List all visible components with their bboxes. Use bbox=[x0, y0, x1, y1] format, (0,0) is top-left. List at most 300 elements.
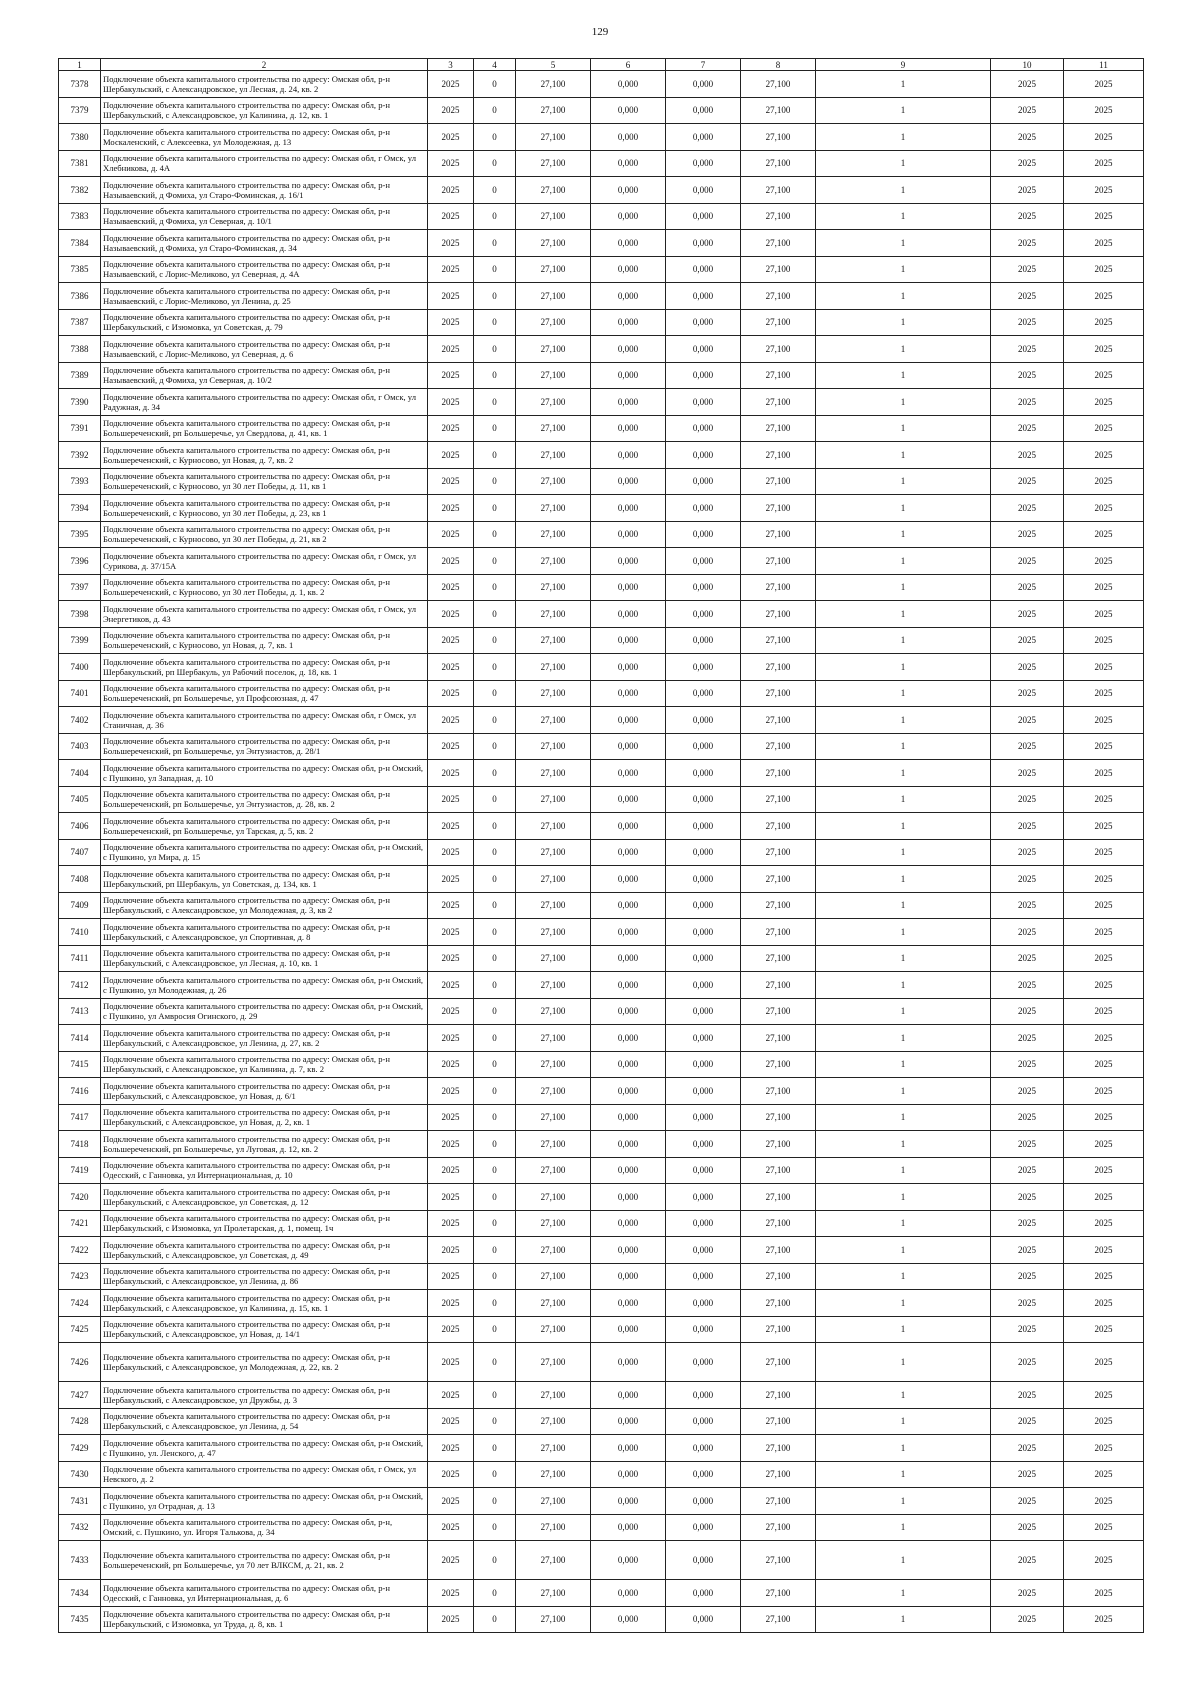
year-cell: 2025 bbox=[428, 256, 474, 283]
value-cell: 27,100 bbox=[741, 1343, 816, 1382]
value-cell: 27,100 bbox=[516, 892, 591, 919]
value-cell: 27,100 bbox=[516, 150, 591, 177]
year-cell: 2025 bbox=[1064, 336, 1144, 363]
year-cell: 2025 bbox=[991, 1343, 1064, 1382]
value-cell: 27,100 bbox=[741, 1051, 816, 1078]
value-cell: 27,100 bbox=[516, 1131, 591, 1158]
count-cell: 1 bbox=[816, 1514, 991, 1541]
count-cell: 1 bbox=[816, 283, 991, 310]
year-cell: 2025 bbox=[991, 1184, 1064, 1211]
year-cell: 2025 bbox=[1064, 1343, 1144, 1382]
description-cell: Подключение объекта капитального строительства по адресу: Омская обл, р-н Омский, с Пушкино, ул Отрадная, д. 13 bbox=[101, 1488, 428, 1515]
value-cell: 27,100 bbox=[741, 919, 816, 946]
year-cell: 2025 bbox=[991, 1025, 1064, 1052]
row-number-cell: 7427 bbox=[59, 1382, 101, 1409]
description-cell: Подключение объекта капитального строительства по адресу: Омская обл, р-н Омский, с Пушкино, ул Западная, д. 10 bbox=[101, 760, 428, 787]
value-cell: 27,100 bbox=[741, 150, 816, 177]
value-cell: 27,100 bbox=[741, 203, 816, 230]
year-cell: 2025 bbox=[428, 521, 474, 548]
column-header: 6 bbox=[591, 59, 666, 71]
description-cell: Подключение объекта капитального строительства по адресу: Омская обл, р-н Шербакульский, рп Шербакуль, ул Советская, д. 134, кв. 1 bbox=[101, 866, 428, 893]
year-cell: 2025 bbox=[1064, 733, 1144, 760]
value-cell: 0,000 bbox=[591, 813, 666, 840]
year-cell: 2025 bbox=[1064, 415, 1144, 442]
value-cell: 0,000 bbox=[666, 1290, 741, 1317]
year-cell: 2025 bbox=[428, 97, 474, 124]
description-cell: Подключение объекта капитального строительства по адресу: Омская обл, р-н Омский, с Пушкино, ул Мира, д. 15 bbox=[101, 839, 428, 866]
row-number-cell: 7411 bbox=[59, 945, 101, 972]
year-cell: 2025 bbox=[1064, 998, 1144, 1025]
value-cell: 27,100 bbox=[516, 1382, 591, 1409]
row-number-cell: 7389 bbox=[59, 362, 101, 389]
count-cell: 1 bbox=[816, 256, 991, 283]
value-cell: 0 bbox=[474, 813, 516, 840]
value-cell: 0,000 bbox=[666, 336, 741, 363]
value-cell: 27,100 bbox=[741, 627, 816, 654]
table-row bbox=[59, 733, 1144, 760]
year-cell: 2025 bbox=[991, 256, 1064, 283]
value-cell: 0,000 bbox=[591, 654, 666, 681]
table-row bbox=[59, 892, 1144, 919]
value-cell: 0,000 bbox=[591, 574, 666, 601]
value-cell: 0,000 bbox=[591, 1488, 666, 1515]
description-cell: Подключение объекта капитального строительства по адресу: Омская обл, р-н Большереченский, рп Большеречье, ул 70 лет ВЛКСМ, д. 21, кв. 2 bbox=[101, 1541, 428, 1580]
value-cell: 0 bbox=[474, 1580, 516, 1607]
value-cell: 0,000 bbox=[591, 866, 666, 893]
value-cell: 27,100 bbox=[516, 945, 591, 972]
year-cell: 2025 bbox=[1064, 124, 1144, 151]
year-cell: 2025 bbox=[428, 1606, 474, 1633]
value-cell: 27,100 bbox=[741, 892, 816, 919]
year-cell: 2025 bbox=[991, 1580, 1064, 1607]
value-cell: 0,000 bbox=[591, 336, 666, 363]
value-cell: 27,100 bbox=[741, 1606, 816, 1633]
row-number-cell: 7409 bbox=[59, 892, 101, 919]
value-cell: 27,100 bbox=[741, 495, 816, 522]
value-cell: 0,000 bbox=[666, 177, 741, 204]
value-cell: 0 bbox=[474, 1157, 516, 1184]
count-cell: 1 bbox=[816, 574, 991, 601]
value-cell: 0,000 bbox=[591, 1078, 666, 1105]
year-cell: 2025 bbox=[991, 707, 1064, 734]
value-cell: 27,100 bbox=[516, 998, 591, 1025]
value-cell: 27,100 bbox=[516, 601, 591, 628]
count-cell: 1 bbox=[816, 654, 991, 681]
description-cell: Подключение объекта капитального строительства по адресу: Омская обл, р-н Шербакульский, с Изюмовка, ул Пролетарская, д. 1, помещ. 1ч bbox=[101, 1210, 428, 1237]
description-cell: Подключение объекта капитального строительства по адресу: Омская обл, р-н Одесский, с Ганновка, ул Интернациональная, д. 6 bbox=[101, 1580, 428, 1607]
row-number-cell: 7400 bbox=[59, 654, 101, 681]
value-cell: 0,000 bbox=[666, 998, 741, 1025]
row-number-cell: 7380 bbox=[59, 124, 101, 151]
year-cell: 2025 bbox=[428, 203, 474, 230]
year-cell: 2025 bbox=[991, 71, 1064, 98]
year-cell: 2025 bbox=[428, 680, 474, 707]
year-cell: 2025 bbox=[428, 1237, 474, 1264]
year-cell: 2025 bbox=[1064, 521, 1144, 548]
row-number-cell: 7405 bbox=[59, 786, 101, 813]
table-row bbox=[59, 1157, 1144, 1184]
row-number-cell: 7421 bbox=[59, 1210, 101, 1237]
value-cell: 27,100 bbox=[741, 707, 816, 734]
value-cell: 27,100 bbox=[516, 548, 591, 575]
value-cell: 0,000 bbox=[591, 1237, 666, 1264]
year-cell: 2025 bbox=[1064, 919, 1144, 946]
value-cell: 0 bbox=[474, 1382, 516, 1409]
value-cell: 27,100 bbox=[741, 256, 816, 283]
count-cell: 1 bbox=[816, 1461, 991, 1488]
value-cell: 0,000 bbox=[666, 733, 741, 760]
value-cell: 0,000 bbox=[591, 150, 666, 177]
value-cell: 27,100 bbox=[741, 1461, 816, 1488]
value-cell: 27,100 bbox=[516, 680, 591, 707]
value-cell: 0 bbox=[474, 1131, 516, 1158]
year-cell: 2025 bbox=[1064, 1157, 1144, 1184]
year-cell: 2025 bbox=[1064, 1184, 1144, 1211]
table-body bbox=[59, 71, 1144, 1633]
column-header: 9 bbox=[816, 59, 991, 71]
table-row bbox=[59, 680, 1144, 707]
year-cell: 2025 bbox=[1064, 230, 1144, 257]
count-cell: 1 bbox=[816, 150, 991, 177]
value-cell: 27,100 bbox=[741, 1263, 816, 1290]
description-cell: Подключение объекта капитального строительства по адресу: Омская обл, р-н Шербакульский, с Александровское, ул Лесная, д. 24, кв. 2 bbox=[101, 71, 428, 98]
description-cell: Подключение объекта капитального строительства по адресу: Омская обл, р-н Называевский, д Фомиха, ул Северная, д. 10/1 bbox=[101, 203, 428, 230]
value-cell: 0,000 bbox=[591, 1290, 666, 1317]
value-cell: 27,100 bbox=[741, 230, 816, 257]
column-header: 4 bbox=[474, 59, 516, 71]
value-cell: 27,100 bbox=[516, 866, 591, 893]
row-number-cell: 7420 bbox=[59, 1184, 101, 1211]
table-row bbox=[59, 945, 1144, 972]
year-cell: 2025 bbox=[991, 442, 1064, 469]
year-cell: 2025 bbox=[428, 1514, 474, 1541]
value-cell: 0 bbox=[474, 1210, 516, 1237]
count-cell: 1 bbox=[816, 1408, 991, 1435]
value-cell: 27,100 bbox=[516, 468, 591, 495]
year-cell: 2025 bbox=[1064, 71, 1144, 98]
table-row bbox=[59, 998, 1144, 1025]
page-number: 129 bbox=[591, 26, 609, 38]
description-cell: Подключение объекта капитального строительства по адресу: Омская обл, р-н Шербакульский, рп Шербакуль, ул Рабочий поселок, д. 18, кв. 1 bbox=[101, 654, 428, 681]
table-row bbox=[59, 256, 1144, 283]
value-cell: 27,100 bbox=[741, 680, 816, 707]
year-cell: 2025 bbox=[428, 601, 474, 628]
value-cell: 27,100 bbox=[516, 97, 591, 124]
value-cell: 27,100 bbox=[516, 1051, 591, 1078]
value-cell: 27,100 bbox=[741, 1210, 816, 1237]
year-cell: 2025 bbox=[428, 1580, 474, 1607]
value-cell: 0 bbox=[474, 177, 516, 204]
year-cell: 2025 bbox=[1064, 654, 1144, 681]
row-number-cell: 7417 bbox=[59, 1104, 101, 1131]
year-cell: 2025 bbox=[991, 1078, 1064, 1105]
year-cell: 2025 bbox=[1064, 1316, 1144, 1343]
description-cell: Подключение объекта капитального строительства по адресу: Омская обл, г Омск, ул Энергетиков, д. 43 bbox=[101, 601, 428, 628]
value-cell: 0 bbox=[474, 1051, 516, 1078]
value-cell: 27,100 bbox=[516, 1343, 591, 1382]
value-cell: 0,000 bbox=[591, 203, 666, 230]
count-cell: 1 bbox=[816, 707, 991, 734]
value-cell: 0,000 bbox=[591, 972, 666, 999]
value-cell: 27,100 bbox=[741, 654, 816, 681]
value-cell: 0,000 bbox=[666, 1157, 741, 1184]
count-cell: 1 bbox=[816, 892, 991, 919]
value-cell: 27,100 bbox=[516, 1157, 591, 1184]
value-cell: 27,100 bbox=[516, 1580, 591, 1607]
value-cell: 27,100 bbox=[741, 972, 816, 999]
year-cell: 2025 bbox=[1064, 256, 1144, 283]
value-cell: 27,100 bbox=[516, 495, 591, 522]
year-cell: 2025 bbox=[428, 177, 474, 204]
year-cell: 2025 bbox=[991, 495, 1064, 522]
count-cell: 1 bbox=[816, 1263, 991, 1290]
year-cell: 2025 bbox=[1064, 1580, 1144, 1607]
value-cell: 0,000 bbox=[591, 1382, 666, 1409]
description-cell: Подключение объекта капитального строительства по адресу: Омская обл, г Омск, ул Невского, д. 2 bbox=[101, 1461, 428, 1488]
column-header: 8 bbox=[741, 59, 816, 71]
year-cell: 2025 bbox=[991, 415, 1064, 442]
count-cell: 1 bbox=[816, 1488, 991, 1515]
count-cell: 1 bbox=[816, 972, 991, 999]
value-cell: 0,000 bbox=[591, 468, 666, 495]
value-cell: 27,100 bbox=[516, 574, 591, 601]
count-cell: 1 bbox=[816, 389, 991, 416]
value-cell: 0 bbox=[474, 468, 516, 495]
year-cell: 2025 bbox=[991, 1382, 1064, 1409]
value-cell: 0,000 bbox=[591, 1316, 666, 1343]
value-cell: 27,100 bbox=[741, 548, 816, 575]
year-cell: 2025 bbox=[991, 1263, 1064, 1290]
year-cell: 2025 bbox=[1064, 362, 1144, 389]
value-cell: 0,000 bbox=[666, 786, 741, 813]
value-cell: 0,000 bbox=[591, 1025, 666, 1052]
count-cell: 1 bbox=[816, 1237, 991, 1264]
year-cell: 2025 bbox=[428, 283, 474, 310]
value-cell: 0,000 bbox=[666, 415, 741, 442]
year-cell: 2025 bbox=[1064, 548, 1144, 575]
value-cell: 27,100 bbox=[516, 442, 591, 469]
value-cell: 0,000 bbox=[591, 892, 666, 919]
value-cell: 27,100 bbox=[741, 813, 816, 840]
table-row bbox=[59, 1184, 1144, 1211]
year-cell: 2025 bbox=[991, 1316, 1064, 1343]
table-row bbox=[59, 654, 1144, 681]
description-cell: Подключение объекта капитального строительства по адресу: Омская обл, р-н Шербакульский, с Александровское, ул Новая, д. 2, кв. 1 bbox=[101, 1104, 428, 1131]
year-cell: 2025 bbox=[1064, 1541, 1144, 1580]
description-cell: Подключение объекта капитального строительства по адресу: Омская обл, р-н Называевский, с Лорис-Меликово, ул Ленина, д. 25 bbox=[101, 283, 428, 310]
value-cell: 0 bbox=[474, 1316, 516, 1343]
value-cell: 0,000 bbox=[591, 1606, 666, 1633]
table-row bbox=[59, 866, 1144, 893]
value-cell: 0,000 bbox=[591, 1343, 666, 1382]
description-cell: Подключение объекта капитального строительства по адресу: Омская обл, р-н Шербакульский, с Александровское, ул Молодежная, д. 22, кв. 2 bbox=[101, 1343, 428, 1382]
year-cell: 2025 bbox=[991, 1461, 1064, 1488]
value-cell: 0,000 bbox=[591, 919, 666, 946]
value-cell: 0,000 bbox=[666, 654, 741, 681]
description-cell: Подключение объекта капитального строительства по адресу: Омская обл, р-н Омский, с Пушкино, ул Амвросия Огинского, д. 29 bbox=[101, 998, 428, 1025]
count-cell: 1 bbox=[816, 1210, 991, 1237]
year-cell: 2025 bbox=[428, 574, 474, 601]
value-cell: 0 bbox=[474, 945, 516, 972]
year-cell: 2025 bbox=[1064, 627, 1144, 654]
description-cell: Подключение объекта капитального строительства по адресу: Омская обл, р-н Большереченский, рп Большеречье, ул Тарская, д. 5, кв. 2 bbox=[101, 813, 428, 840]
count-cell: 1 bbox=[816, 521, 991, 548]
year-cell: 2025 bbox=[1064, 468, 1144, 495]
table-row bbox=[59, 415, 1144, 442]
table-row bbox=[59, 1514, 1144, 1541]
row-number-cell: 7412 bbox=[59, 972, 101, 999]
description-cell: Подключение объекта капитального строительства по адресу: Омская обл, р-н Шербакульский, с Александровское, ул Лесная, д. 10, кв. 1 bbox=[101, 945, 428, 972]
year-cell: 2025 bbox=[428, 760, 474, 787]
description-cell: Подключение объекта капитального строительства по адресу: Омская обл, р-н Шербакульский, с Александровское, ул Советская, д. 49 bbox=[101, 1237, 428, 1264]
year-cell: 2025 bbox=[1064, 945, 1144, 972]
value-cell: 0,000 bbox=[666, 1131, 741, 1158]
description-cell: Подключение объекта капитального строительства по адресу: Омская обл, р-н Большереченский, рп Большеречье, ул Энтузиастов, д. 28/1 bbox=[101, 733, 428, 760]
value-cell: 0 bbox=[474, 601, 516, 628]
description-cell: Подключение объекта капитального строительства по адресу: Омская обл, р-н Шербакульский, с Александровское, ул Калинина, д. 7, кв. 2 bbox=[101, 1051, 428, 1078]
value-cell: 0,000 bbox=[591, 1104, 666, 1131]
table-row bbox=[59, 1131, 1144, 1158]
description-cell: Подключение объекта капитального строительства по адресу: Омская обл, р-н Большереченский, рп Большеречье, ул Луговая, д. 12, кв. 2 bbox=[101, 1131, 428, 1158]
value-cell: 27,100 bbox=[741, 283, 816, 310]
value-cell: 0 bbox=[474, 124, 516, 151]
row-number-cell: 7435 bbox=[59, 1606, 101, 1633]
year-cell: 2025 bbox=[428, 495, 474, 522]
value-cell: 0,000 bbox=[591, 786, 666, 813]
year-cell: 2025 bbox=[1064, 972, 1144, 999]
value-cell: 27,100 bbox=[516, 1210, 591, 1237]
table-row bbox=[59, 1263, 1144, 1290]
value-cell: 0,000 bbox=[591, 521, 666, 548]
count-cell: 1 bbox=[816, 627, 991, 654]
value-cell: 0 bbox=[474, 230, 516, 257]
value-cell: 0,000 bbox=[666, 468, 741, 495]
description-cell: Подключение объекта капитального строительства по адресу: Омская обл, г Омск, ул Сурикова, д. 37/15А bbox=[101, 548, 428, 575]
year-cell: 2025 bbox=[991, 627, 1064, 654]
value-cell: 27,100 bbox=[741, 309, 816, 336]
year-cell: 2025 bbox=[991, 468, 1064, 495]
year-cell: 2025 bbox=[428, 1131, 474, 1158]
row-number-cell: 7430 bbox=[59, 1461, 101, 1488]
description-cell: Подключение объекта капитального строительства по адресу: Омская обл, р-н Шербакульский, с Александровское, ул Спортивная, д. 8 bbox=[101, 919, 428, 946]
year-cell: 2025 bbox=[1064, 813, 1144, 840]
value-cell: 0,000 bbox=[666, 919, 741, 946]
year-cell: 2025 bbox=[428, 150, 474, 177]
value-cell: 27,100 bbox=[741, 1382, 816, 1409]
table-row bbox=[59, 1237, 1144, 1264]
table-row bbox=[59, 1316, 1144, 1343]
table-row bbox=[59, 71, 1144, 98]
row-number-cell: 7414 bbox=[59, 1025, 101, 1052]
value-cell: 0 bbox=[474, 150, 516, 177]
year-cell: 2025 bbox=[428, 1263, 474, 1290]
value-cell: 27,100 bbox=[741, 866, 816, 893]
value-cell: 0,000 bbox=[666, 760, 741, 787]
value-cell: 0 bbox=[474, 1237, 516, 1264]
description-cell: Подключение объекта капитального строительства по адресу: Омская обл, р-н Омский, с Пушкино, ул. Ленского, д. 47 bbox=[101, 1435, 428, 1462]
value-cell: 0,000 bbox=[666, 1580, 741, 1607]
year-cell: 2025 bbox=[428, 1435, 474, 1462]
value-cell: 0,000 bbox=[591, 1580, 666, 1607]
count-cell: 1 bbox=[816, 415, 991, 442]
value-cell: 0,000 bbox=[591, 1051, 666, 1078]
count-cell: 1 bbox=[816, 1606, 991, 1633]
value-cell: 0 bbox=[474, 71, 516, 98]
table-row bbox=[59, 1408, 1144, 1435]
value-cell: 27,100 bbox=[516, 919, 591, 946]
year-cell: 2025 bbox=[991, 839, 1064, 866]
value-cell: 27,100 bbox=[741, 1514, 816, 1541]
row-number-cell: 7413 bbox=[59, 998, 101, 1025]
value-cell: 27,100 bbox=[516, 1606, 591, 1633]
row-number-cell: 7385 bbox=[59, 256, 101, 283]
value-cell: 0 bbox=[474, 733, 516, 760]
value-cell: 27,100 bbox=[741, 1408, 816, 1435]
table-row bbox=[59, 177, 1144, 204]
value-cell: 0,000 bbox=[666, 495, 741, 522]
description-cell: Подключение объекта капитального строительства по адресу: Омская обл, р-н Называевский, д Фомиха, ул Старо-Фоминская, д. 34 bbox=[101, 230, 428, 257]
description-cell: Подключение объекта капитального строительства по адресу: Омская обл, г Омск, ул Станичная, д. 36 bbox=[101, 707, 428, 734]
year-cell: 2025 bbox=[991, 733, 1064, 760]
count-cell: 1 bbox=[816, 1343, 991, 1382]
count-cell: 1 bbox=[816, 1025, 991, 1052]
year-cell: 2025 bbox=[1064, 1408, 1144, 1435]
count-cell: 1 bbox=[816, 1541, 991, 1580]
row-number-cell: 7423 bbox=[59, 1263, 101, 1290]
value-cell: 0,000 bbox=[666, 97, 741, 124]
value-cell: 27,100 bbox=[516, 1237, 591, 1264]
row-number-cell: 7428 bbox=[59, 1408, 101, 1435]
value-cell: 0,000 bbox=[591, 627, 666, 654]
value-cell: 0,000 bbox=[591, 415, 666, 442]
row-number-cell: 7406 bbox=[59, 813, 101, 840]
year-cell: 2025 bbox=[991, 1408, 1064, 1435]
year-cell: 2025 bbox=[991, 336, 1064, 363]
year-cell: 2025 bbox=[991, 1237, 1064, 1264]
year-cell: 2025 bbox=[428, 362, 474, 389]
table-row bbox=[59, 1078, 1144, 1105]
description-cell: Подключение объекта капитального строительства по адресу: Омская обл, р-н Шербакульский, с Александровское, ул Молодежная, д. 3, кв 2 bbox=[101, 892, 428, 919]
value-cell: 0,000 bbox=[666, 892, 741, 919]
year-cell: 2025 bbox=[428, 389, 474, 416]
value-cell: 27,100 bbox=[516, 521, 591, 548]
year-cell: 2025 bbox=[1064, 1131, 1144, 1158]
value-cell: 27,100 bbox=[741, 1184, 816, 1211]
row-number-cell: 7383 bbox=[59, 203, 101, 230]
value-cell: 27,100 bbox=[741, 839, 816, 866]
value-cell: 27,100 bbox=[741, 1541, 816, 1580]
value-cell: 0 bbox=[474, 389, 516, 416]
count-cell: 1 bbox=[816, 1078, 991, 1105]
value-cell: 27,100 bbox=[741, 71, 816, 98]
row-number-cell: 7403 bbox=[59, 733, 101, 760]
year-cell: 2025 bbox=[991, 786, 1064, 813]
value-cell: 0,000 bbox=[666, 1210, 741, 1237]
count-cell: 1 bbox=[816, 177, 991, 204]
row-number-cell: 7392 bbox=[59, 442, 101, 469]
description-cell: Подключение объекта капитального строительства по адресу: Омская обл, р-н Шербакульский, с Александровское, ул Калинина, д. 15, кв. 1 bbox=[101, 1290, 428, 1317]
year-cell: 2025 bbox=[991, 283, 1064, 310]
value-cell: 27,100 bbox=[516, 1488, 591, 1515]
year-cell: 2025 bbox=[428, 1343, 474, 1382]
row-number-cell: 7397 bbox=[59, 574, 101, 601]
year-cell: 2025 bbox=[1064, 203, 1144, 230]
table-row bbox=[59, 336, 1144, 363]
value-cell: 27,100 bbox=[516, 1316, 591, 1343]
value-cell: 27,100 bbox=[741, 177, 816, 204]
value-cell: 0 bbox=[474, 362, 516, 389]
year-cell: 2025 bbox=[428, 945, 474, 972]
